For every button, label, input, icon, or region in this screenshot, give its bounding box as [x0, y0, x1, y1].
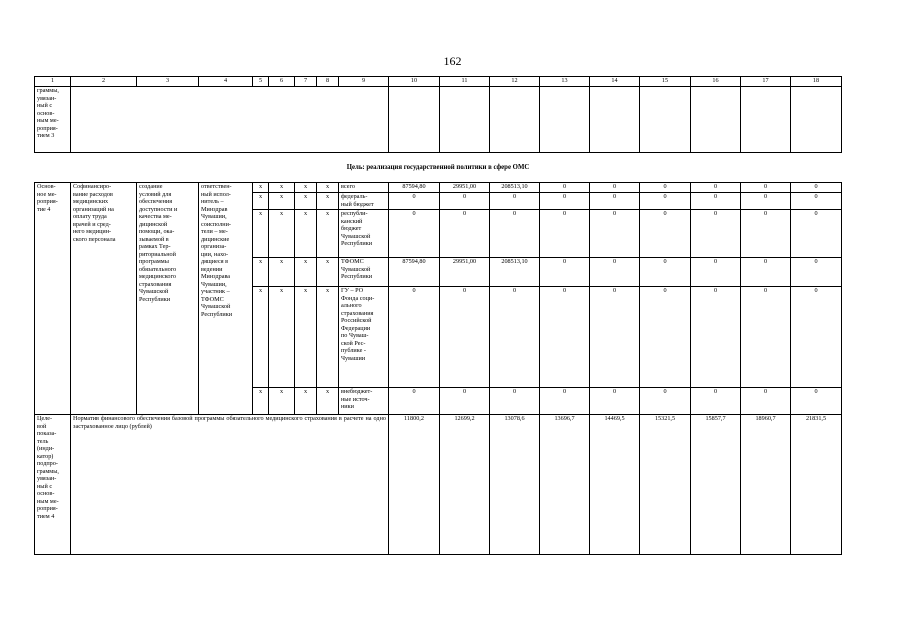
value-cell: 0: [389, 388, 440, 415]
value-cell: 0: [490, 210, 540, 258]
value-cell: 208513,10: [490, 258, 540, 287]
goal-row: [35, 153, 842, 183]
code-cell: x: [269, 210, 295, 258]
header-cell: 17: [741, 77, 791, 87]
prev-indicator-label: граммы, увязан- ный с основ- ным ме- роприя- тием 3: [35, 87, 71, 153]
empty-cell: [741, 87, 791, 153]
funding-source: республи- канский бюджет Чувашской Республики: [339, 210, 389, 258]
indicator-value: 12699,2: [440, 415, 490, 555]
funding-source: всего: [339, 183, 389, 193]
code-cell: x: [295, 210, 317, 258]
value-cell: 0: [640, 258, 691, 287]
funding-source: ТФОМС Чувашской Республики: [339, 258, 389, 287]
header-cell: 16: [691, 77, 741, 87]
value-cell: 0: [691, 287, 741, 388]
value-cell: 0: [590, 210, 640, 258]
code-cell: x: [295, 258, 317, 287]
value-cell: 0: [741, 287, 791, 388]
prev-indicator-row: [35, 87, 842, 153]
value-cell: 87594,80: [389, 258, 440, 287]
header-cell: 1: [35, 77, 71, 87]
activity-name: Софинансиро- вание расходов медицинских организаций на оплату труда врачей и сред- него медицин- ского персонала: [71, 183, 137, 415]
indicator-value: 15321,5: [640, 415, 691, 555]
header-cell: 9: [339, 77, 389, 87]
value-cell: 29951,00: [440, 258, 490, 287]
value-cell: 0: [791, 258, 842, 287]
code-cell: x: [253, 183, 269, 193]
code-cell: x: [317, 183, 339, 193]
value-cell: 0: [691, 258, 741, 287]
header-cell: 10: [389, 77, 440, 87]
value-cell: 0: [691, 210, 741, 258]
value-cell: 0: [440, 210, 490, 258]
code-cell: x: [295, 388, 317, 415]
code-cell: x: [253, 210, 269, 258]
value-cell: 0: [540, 193, 590, 210]
goal-text: Цель: реализация государственной политики в сфере ОМС: [35, 153, 842, 183]
value-cell: 0: [540, 287, 590, 388]
value-cell: 0: [640, 287, 691, 388]
header-cell: 5: [253, 77, 269, 87]
activity-row: [35, 183, 842, 193]
empty-cell: [791, 87, 842, 153]
value-cell: 0: [640, 193, 691, 210]
value-cell: 0: [540, 258, 590, 287]
code-cell: x: [317, 210, 339, 258]
value-cell: 0: [741, 193, 791, 210]
value-cell: 0: [691, 183, 741, 193]
value-cell: 0: [490, 388, 540, 415]
program-table: [34, 76, 842, 555]
indicator-label: Целе- вой показа- тель (инди- катор) подпро- граммы, увязан- ный с основ- ным ме- роприя- тием 4: [35, 415, 71, 555]
code-cell: x: [269, 183, 295, 193]
code-cell: x: [269, 388, 295, 415]
value-cell: 0: [741, 210, 791, 258]
value-cell: 87594,80: [389, 183, 440, 193]
value-cell: 0: [540, 388, 590, 415]
code-cell: x: [295, 183, 317, 193]
header-cell: 8: [317, 77, 339, 87]
value-cell: 0: [791, 210, 842, 258]
value-cell: 0: [389, 287, 440, 388]
code-cell: x: [253, 258, 269, 287]
empty-cell: [490, 87, 540, 153]
page-number: 162: [443, 54, 462, 68]
value-cell: 0: [590, 183, 640, 193]
empty-cell: [440, 87, 490, 153]
value-cell: 0: [590, 193, 640, 210]
activity-label: Основ- ное ме- роприя- тие 4: [35, 183, 71, 415]
value-cell: 0: [389, 193, 440, 210]
indicator-value: 11800,2: [389, 415, 440, 555]
empty-cell: [71, 87, 389, 153]
header-cell: 18: [791, 77, 842, 87]
funding-source: ГУ – РО Фонда соци- ального страхования Российской Федерации по Чуваш- ской Рес- публике - Чувашии: [339, 287, 389, 388]
indicator-value: 15857,7: [691, 415, 741, 555]
value-cell: 0: [490, 287, 540, 388]
activity-executor: ответствен- ный испол- нитель – Минздрав Чувашии, соисполни- тели – ме- дицинские организа- ции, нахо- дящиеся в ведении Минздрава Чувашии, участник – ТФОМС Чувашской Республики: [199, 183, 253, 415]
code-cell: x: [295, 287, 317, 388]
value-cell: 0: [590, 258, 640, 287]
value-cell: 0: [440, 287, 490, 388]
header-cell: 15: [640, 77, 691, 87]
indicator-value: 21831,5: [791, 415, 842, 555]
value-cell: 0: [540, 210, 590, 258]
indicator-row: [35, 415, 842, 555]
value-cell: 0: [389, 210, 440, 258]
header-row: [35, 77, 842, 87]
code-cell: x: [295, 193, 317, 210]
empty-cell: [640, 87, 691, 153]
value-cell: 0: [791, 388, 842, 415]
indicator-value: 14469,5: [590, 415, 640, 555]
indicator-description: Норматив финансового обеспечения базовой программы обязательного медицинского страхования в расчете на одно застрахованное лицо (рублей): [71, 415, 389, 555]
value-cell: 0: [741, 258, 791, 287]
value-cell: 0: [440, 193, 490, 210]
header-cell: 13: [540, 77, 590, 87]
indicator-value: 18960,7: [741, 415, 791, 555]
header-cell: 7: [295, 77, 317, 87]
header-cell: 12: [490, 77, 540, 87]
value-cell: 0: [741, 388, 791, 415]
code-cell: x: [253, 193, 269, 210]
empty-cell: [540, 87, 590, 153]
value-cell: 0: [590, 388, 640, 415]
code-cell: x: [253, 388, 269, 415]
header-cell: 6: [269, 77, 295, 87]
empty-cell: [590, 87, 640, 153]
value-cell: 0: [540, 183, 590, 193]
value-cell: 0: [791, 287, 842, 388]
header-cell: 3: [137, 77, 199, 87]
code-cell: x: [317, 287, 339, 388]
header-cell: 4: [199, 77, 253, 87]
code-cell: x: [253, 287, 269, 388]
value-cell: 0: [490, 193, 540, 210]
header-cell: 11: [440, 77, 490, 87]
code-cell: x: [317, 193, 339, 210]
value-cell: 0: [691, 388, 741, 415]
value-cell: 0: [590, 287, 640, 388]
value-cell: 0: [440, 388, 490, 415]
value-cell: 0: [791, 183, 842, 193]
value-cell: 0: [741, 183, 791, 193]
value-cell: 0: [640, 183, 691, 193]
code-cell: x: [317, 388, 339, 415]
code-cell: x: [317, 258, 339, 287]
value-cell: 0: [691, 193, 741, 210]
value-cell: 0: [791, 193, 842, 210]
value-cell: 208513,10: [490, 183, 540, 193]
value-cell: 0: [640, 210, 691, 258]
indicator-value: 13078,6: [490, 415, 540, 555]
empty-cell: [389, 87, 440, 153]
funding-source: федераль- ный бюджет: [339, 193, 389, 210]
header-cell: 2: [71, 77, 137, 87]
code-cell: x: [269, 287, 295, 388]
empty-cell: [691, 87, 741, 153]
indicator-value: 13696,7: [540, 415, 590, 555]
code-cell: x: [269, 258, 295, 287]
value-cell: 29951,00: [440, 183, 490, 193]
funding-source: внебюджет- ные источ- ники: [339, 388, 389, 415]
header-cell: 14: [590, 77, 640, 87]
value-cell: 0: [640, 388, 691, 415]
code-cell: x: [269, 193, 295, 210]
activity-goal: создание условий для обеспечения доступности и качества ме- дицинской помощи, ока- зываемой в рамках Тер- риториальной программы обязательного медицинского страхования Чувашской Республики: [137, 183, 199, 415]
